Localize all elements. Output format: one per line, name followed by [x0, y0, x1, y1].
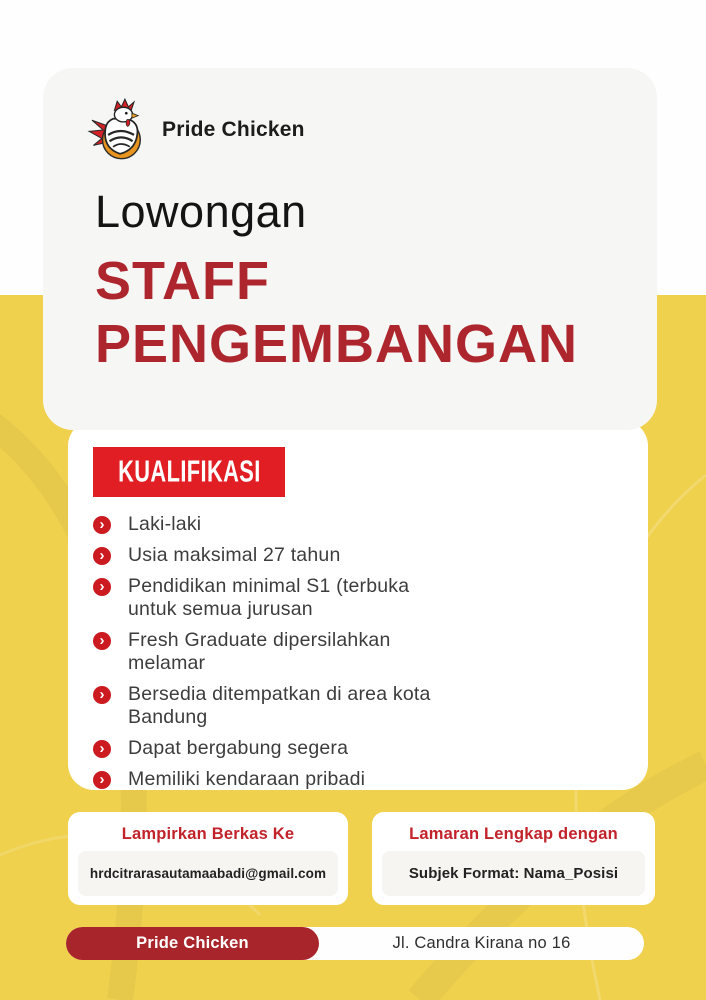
- brand-logo-row: [85, 94, 305, 166]
- list-item: [93, 679, 648, 733]
- chevron-bullet-icon: ›: [93, 740, 111, 758]
- vacancy-title: [95, 250, 578, 376]
- chevron-bullet-icon: ›: [93, 516, 111, 534]
- application-format-heading: Lamaran Lengkap dengan: [409, 825, 618, 843]
- footer-address: Jl. Candra Kirana no 16: [392, 934, 571, 952]
- attach-files-card: [68, 812, 348, 905]
- qualification-text: Pendidikan minimal S1 (terbuka untuk semua jurusan: [128, 575, 410, 620]
- vacancy-subtitle: Lowongan: [95, 186, 307, 237]
- chevron-bullet-icon: ›: [93, 578, 111, 596]
- application-format-card: [372, 812, 655, 905]
- chevron-bullet-icon: ›: [93, 632, 111, 650]
- vacancy-title-line1: STAFF: [95, 251, 270, 311]
- footer-brand-pill: Pride Chicken: [66, 927, 319, 960]
- chevron-bullet-icon: ›: [93, 547, 111, 565]
- qualification-text: Dapat bergabung segera: [128, 737, 349, 759]
- qualifications-badge: [93, 447, 285, 497]
- list-item: [93, 733, 648, 764]
- qualification-text: Usia maksimal 27 tahun: [128, 544, 341, 566]
- list-item: [93, 540, 648, 571]
- hero-card: [43, 68, 657, 430]
- subject-format: Subjek Format: Nama_Posisi: [382, 851, 645, 896]
- attach-files-heading: Lampirkan Berkas Ke: [121, 825, 295, 843]
- qualifications-card: [68, 420, 648, 790]
- qualifications-list: [68, 509, 648, 795]
- qualifications-heading: KUALIFIKASI: [117, 454, 261, 489]
- qualification-text: Laki-laki: [128, 513, 202, 535]
- chevron-bullet-icon: ›: [93, 686, 111, 704]
- qualification-text: Memiliki kendaraan pribadi: [128, 768, 366, 790]
- rooster-mascot-icon: [85, 94, 155, 166]
- chevron-bullet-icon: ›: [93, 771, 111, 789]
- list-item: [93, 509, 648, 540]
- footer-bar: [66, 927, 644, 960]
- list-item: [93, 625, 648, 679]
- contact-email: hrdcitrarasautamaabadi@gmail.com: [78, 851, 338, 896]
- qualification-text: Bersedia ditempatkan di area kota Bandung: [128, 683, 431, 728]
- list-item: [93, 571, 648, 625]
- qualification-text: Fresh Graduate dipersilahkan melamar: [128, 629, 391, 674]
- list-item: [93, 764, 648, 795]
- vacancy-title-line2: PENGEMBANGAN: [95, 314, 579, 374]
- brand-name: Pride Chicken: [162, 118, 305, 141]
